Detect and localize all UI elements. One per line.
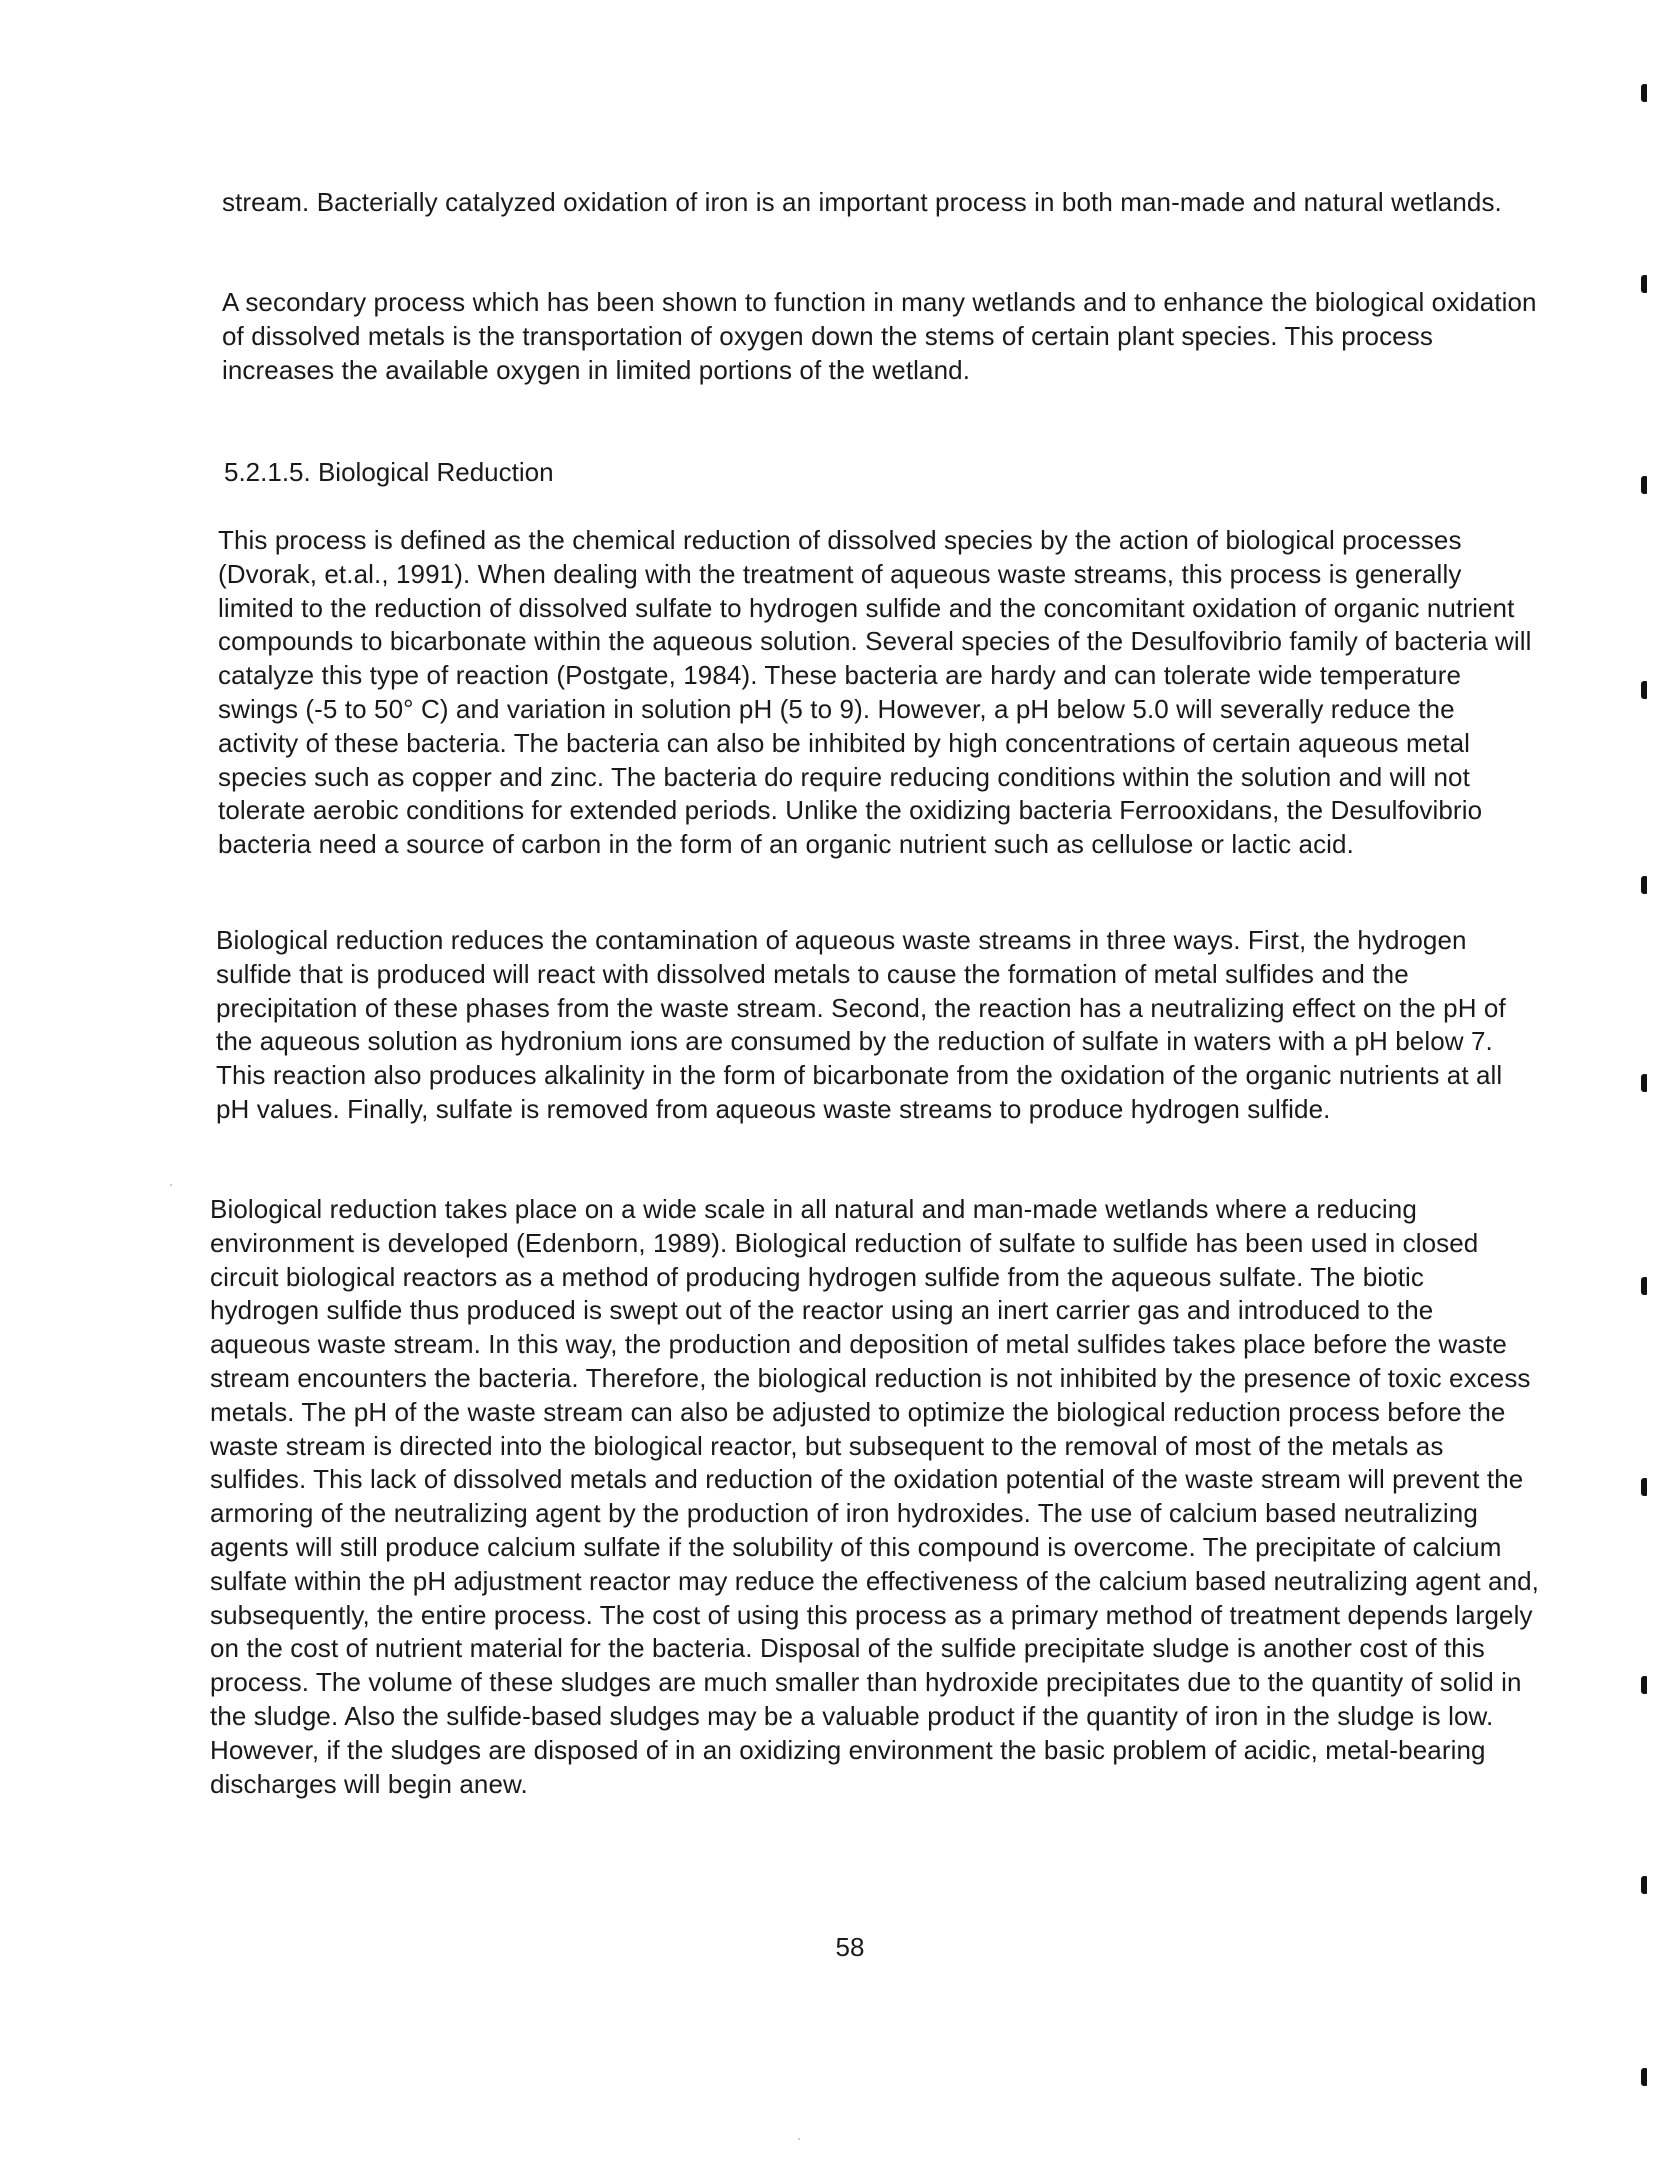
margin-mark (1641, 2068, 1647, 2086)
margin-mark (1641, 1277, 1647, 1295)
page-number: 58 (835, 1932, 865, 1962)
margin-mark (1641, 681, 1647, 699)
margin-mark (1641, 1478, 1647, 1496)
margin-mark (1641, 1676, 1647, 1694)
secondary-process-paragraph: A secondary process which has been shown to function in many wetlands and to enhance the biological oxidation of dissolved metals is the transportation of oxygen down the stems of certain plant species. This process increases the available oxygen in limited portions of the wetland. (222, 287, 1537, 385)
margin-mark (1641, 876, 1647, 894)
biological-reduction-paragraph-3: Biological reduction takes place on a wide scale in all natural and man-made wetlands where a reducing environment is developed (Edenborn, 1989). Biological reduction of sulfate to sulfide has been used in closed circuit biological reactors as a method of producing hydrogen sulfide from the aqueous sulfate. The biotic hydrogen sulfide thus produced is swept out of the reactor using an inert carrier gas and introduced to the aqueous waste stream. In this way, the production and deposition of metal sulfides takes place before the waste stream encounters the bacteria. Therefore, the biological reduction is not inhibited by the presence of toxic excess metals. The pH of the waste stream can also be adjusted to optimize the biological reduction process before the waste stream is directed into the biological reactor, but subsequent to the removal of most of the metals as sulfides. This lack of dissolved metals and reduction of the oxidation potential of the waste stream will prevent the armoring of the neutralizing agent by the production of iron hydroxides. The use of calcium based neutralizing agents will still produce calcium sulfate if the solubility of this compound is overcome. The precipitate of calcium sulfate within the pH adjustment reactor may reduce the effectiveness of the calcium based neutralizing agent and, subsequently, the entire process. The cost of using this process as a primary method of treatment depends largely on the cost of nutrient material for the bacteria. Disposal of the sulfide precipitate sludge is another cost of this process. The volume of these sludges are much smaller than hydroxide precipitates due to the quantity of solid in the sludge. Also the sulfide-based sludges may be a valuable product if the quantity of iron in the sludge is low. However, if the sludges are disposed of in an oxidizing environment the basic problem of acidic, metal-bearing discharges will begin anew. (210, 1194, 1540, 1799)
scan-speck (798, 2138, 800, 2140)
biological-reduction-paragraph-2: Biological reduction reduces the contamination of aqueous waste streams in three ways. First, the hydrogen sulfide that is produced will react with dissolved metals to cause the formation of metal sulfides and the precipitation of these phases from the waste stream. Second, the reaction has a neutralizing effect on the pH of the aqueous solution as hydronium ions are consumed by the reduction of sulfate in waters with a pH below 7. This reaction also produces alkalinity in the form of bicarbonate from the oxidation of the organic nutrients at all pH values. Finally, sulfate is removed from aqueous waste streams to produce hydrogen sulfide. (216, 925, 1506, 1124)
biological-reduction-paragraph-1: This process is defined as the chemical reduction of dissolved species by the action of biological processes (Dvorak, et.al., 1991). When dealing with the treatment of aqueous waste streams, this process is generally limited to the reduction of dissolved sulfate to hydrogen sulfide and the concomitant oxidation of organic nutrient compounds to bicarbonate within the aqueous solution. Several species of the Desulfovibrio family of bacteria will catalyze this type of reaction (Postgate, 1984). These bacteria are hardy and can tolerate wide temperature swings (-5 to 50° C) and variation in solution pH (5 to 9). However, a pH below 5.0 will severally reduce the activity of these bacteria. The bacteria can also be inhibited by high concentrations of certain aqueous metal species such as copper and zinc. The bacteria do require reducing conditions within the solution and will not tolerate aerobic conditions for extended periods. Unlike the oxidizing bacteria Ferrooxidans, the Desulfovibrio bacteria need a source of carbon in the form of an organic nutrient such as cellulose or lactic acid. (218, 525, 1532, 860)
margin-mark (1641, 1074, 1647, 1092)
margin-mark (1641, 84, 1647, 102)
intro-paragraph: stream. Bacterially catalyzed oxidation of iron is an important process in both man-made and natural wetlands. (222, 187, 1502, 217)
scan-speck (170, 1184, 172, 1186)
section-heading: 5.2.1.5. Biological Reduction (224, 457, 554, 487)
margin-mark (1641, 1876, 1647, 1894)
margin-mark (1641, 275, 1647, 293)
margin-mark (1641, 476, 1647, 494)
